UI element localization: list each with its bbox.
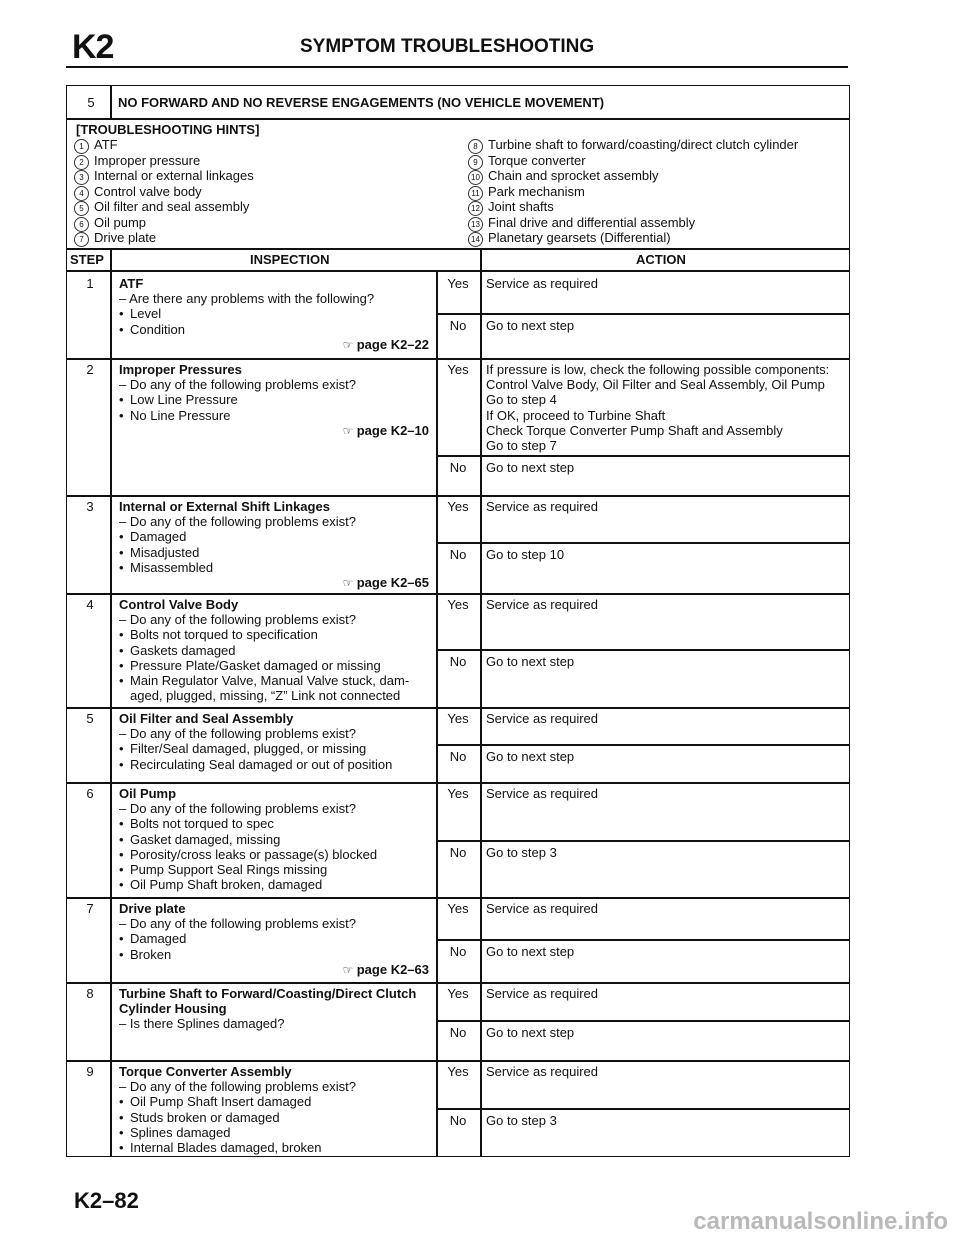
inspection-bullet: • Misassembled (119, 560, 435, 575)
yes-action (486, 597, 598, 612)
step-number: 1 (86, 276, 94, 291)
hint-item-right (468, 184, 585, 201)
action-line: Service as required (486, 901, 598, 916)
action-line: Service as required (486, 711, 598, 726)
hint-item-left (74, 153, 200, 170)
inspection-bullet: • Studs broken or damaged (119, 1110, 435, 1125)
inspection-bullet: • Level (119, 306, 435, 321)
action-line: Go to step 4 (486, 392, 557, 408)
inspection-cell (119, 986, 435, 1032)
inspection-bullet: • Damaged (119, 931, 435, 946)
action-line: Go to next step (486, 318, 575, 333)
yes-action (486, 986, 598, 1001)
hint-item-right (468, 230, 671, 247)
yes-action (486, 362, 829, 453)
no-label: No (449, 654, 467, 669)
yes-label: Yes (447, 499, 469, 514)
action-line: Go to next step (486, 749, 575, 764)
hint-text: ATF (94, 137, 118, 152)
no-action (486, 1113, 557, 1128)
page-reference-text: page K2–22 (356, 336, 429, 352)
action-line: If OK, proceed to Turbine Shaft (486, 407, 666, 423)
circled-number: 10 (468, 170, 483, 185)
action-line: Go to step 3 (486, 1113, 557, 1128)
inspection-bullet: • Oil Pump Shaft broken, damaged (119, 877, 435, 892)
action-line: Go to step 3 (486, 845, 557, 860)
hint-text: Park mechanism (488, 183, 585, 199)
yes-label: Yes (447, 986, 469, 1001)
inspection-cell (119, 786, 435, 892)
page-reference (119, 575, 435, 591)
pointing-hand-icon: ☞ (342, 337, 357, 352)
inspection-title: Improper Pressures (119, 362, 242, 377)
table-top-rule (66, 248, 850, 250)
no-label: No (449, 460, 467, 475)
inspection-bullets (119, 306, 435, 336)
no-label: No (449, 944, 467, 959)
inspection-title: Control Valve Body (119, 597, 239, 612)
no-label: No (449, 318, 467, 333)
yes-no-divider (436, 542, 850, 544)
watermark: carmanualsonline.info (693, 1208, 948, 1235)
yes-action (486, 901, 598, 916)
yes-action (486, 499, 598, 514)
inspection-cell (119, 362, 435, 439)
section-title: NO FORWARD AND NO REVERSE ENGAGEMENTS (NO VEHICLE MOVEMENT) (118, 95, 605, 110)
page-reference (119, 423, 435, 439)
yes-action (486, 276, 598, 291)
inspection-question: – Is there Splines damaged? (119, 1016, 285, 1032)
inspection-question: – Are there any problems with the following? (119, 291, 375, 307)
circled-number: 12 (468, 201, 483, 216)
page-reference (119, 337, 435, 353)
yes-no-divider (436, 939, 850, 941)
no-action (486, 318, 574, 333)
action-line: Go to step 7 (486, 438, 557, 454)
no-action (486, 460, 574, 475)
pointing-hand-icon: ☞ (342, 962, 357, 977)
page-reference (119, 962, 435, 978)
step-number: 9 (86, 1064, 94, 1079)
header-inspection: INSPECTION (250, 252, 330, 267)
inspection-cell (119, 499, 435, 591)
hints-title: [TROUBLESHOOTING HINTS] (76, 122, 260, 137)
hint-text: Oil filter and seal assembly (94, 199, 250, 214)
yes-action (486, 711, 598, 726)
inspection-bullets (119, 627, 435, 688)
hint-text: Control valve body (94, 183, 202, 199)
circled-number: 14 (468, 232, 483, 247)
no-label: No (449, 845, 467, 860)
hint-text: Final drive and differential assembly (488, 214, 696, 230)
hint-item-left (74, 199, 249, 216)
step-number: 6 (86, 786, 94, 801)
no-label: No (449, 1025, 467, 1040)
no-label: No (449, 749, 467, 764)
section-number: 5 (87, 95, 95, 110)
col-line-yesno (480, 270, 482, 1157)
section-num-divider (110, 85, 112, 118)
inspection-bullet: • Bolts not torqued to specification (119, 627, 435, 642)
no-action (486, 845, 557, 860)
page-reference-text: page K2–65 (356, 575, 429, 591)
row-divider (66, 593, 850, 595)
yes-label: Yes (447, 362, 469, 377)
inspection-bullets (119, 931, 435, 961)
inspection-bullet: • Condition (119, 322, 435, 337)
hint-item-right (468, 153, 586, 170)
circled-number: 2 (74, 155, 89, 170)
action-line: If pressure is low, check the following possible components: (486, 362, 830, 377)
pointing-hand-icon: ☞ (342, 423, 357, 438)
row-divider (66, 897, 850, 899)
inspection-bullet: • Internal Blades damaged, broken (119, 1140, 435, 1155)
inspection-bullet: • Low Line Pressure (119, 392, 435, 407)
action-line: Service as required (486, 499, 598, 514)
no-action (486, 547, 564, 562)
inspection-bullet: • Gasket damaged, missing (119, 832, 435, 847)
page-title: SYMPTOM TROUBLESHOOTING (300, 36, 595, 57)
step-number: 5 (86, 711, 94, 726)
inspection-question: – Do any of the following problems exist? (119, 612, 357, 628)
inspection-question: – Do any of the following problems exist? (119, 726, 357, 742)
circled-number: 13 (468, 217, 483, 232)
inspection-bullet: • Pump Support Seal Rings missing (119, 862, 435, 877)
circled-number: 8 (468, 139, 483, 154)
action-line: Service as required (486, 986, 598, 1001)
action-line: Go to next step (486, 944, 575, 959)
step-number: 2 (86, 362, 94, 377)
inspection-bullet-cont: aged, plugged, missing, “Z” Link not connected (130, 688, 401, 704)
action-line: Go to next step (486, 654, 575, 669)
yes-label: Yes (447, 786, 469, 801)
circled-number: 11 (468, 186, 483, 201)
inspection-bullet: • No Line Pressure (119, 408, 435, 423)
inspection-cell (119, 597, 435, 703)
hint-item-right (468, 168, 659, 185)
action-line: Control Valve Body, Oil Filter and Seal Assembly, Oil Pump (486, 377, 825, 393)
page-reference-text: page K2–63 (356, 961, 429, 977)
inspection-cell (119, 276, 435, 353)
inspection-bullets (119, 529, 435, 575)
no-label: No (449, 1113, 467, 1128)
inspection-title: Drive plate (119, 901, 186, 916)
circled-number: 4 (74, 186, 89, 201)
no-label: No (449, 547, 467, 562)
hint-text: Chain and sprocket assembly (488, 168, 659, 183)
row-divider (66, 982, 850, 984)
hint-item-right (468, 199, 554, 216)
step-number: 3 (86, 499, 94, 514)
inspection-title: Torque Converter Assembly (119, 1064, 292, 1079)
yes-label: Yes (447, 901, 469, 916)
inspection-bullet: • Bolts not torqued to spec (119, 816, 435, 831)
yes-label: Yes (447, 276, 469, 291)
action-line: Go to next step (486, 460, 575, 475)
inspection-title: Turbine Shaft to Forward/Coasting/Direct Clutch (119, 986, 417, 1001)
hint-text: Internal or external linkages (94, 168, 254, 183)
inspection-title: Oil Filter and Seal Assembly (119, 711, 294, 726)
circled-number: 6 (74, 217, 89, 232)
header-rule (66, 66, 848, 68)
hint-text: Torque converter (488, 152, 586, 168)
inspection-bullet: • Filter/Seal damaged, plugged, or missing (119, 741, 435, 756)
yes-action (486, 786, 598, 801)
action-line: Check Torque Converter Pump Shaft and Assembly (486, 422, 783, 438)
hint-item-left (74, 215, 146, 232)
table-header-rule (66, 270, 850, 272)
inspection-bullet: • Splines damaged (119, 1125, 435, 1140)
inspection-bullet: • Main Regulator Valve, Manual Valve stuck, dam- (119, 673, 435, 688)
hint-text: Improper pressure (94, 152, 201, 168)
inspection-title: Internal or External Shift Linkages (119, 499, 330, 514)
hint-item-left (74, 137, 118, 154)
hint-text: Drive plate (94, 230, 157, 245)
hint-item-left (74, 184, 202, 201)
section-title-rule (66, 118, 850, 120)
header-step: STEP (70, 252, 104, 267)
action-line: Go to step 10 (486, 547, 565, 562)
step-number: 8 (86, 986, 94, 1001)
inspection-question: – Do any of the following problems exist? (119, 916, 357, 932)
inspection-bullet: • Gaskets damaged (119, 643, 435, 658)
chapter-code: K2 (72, 28, 114, 66)
yes-no-divider (436, 455, 850, 457)
inspection-bullets (119, 741, 435, 771)
inspection-bullet: • Oil Pump Shaft Insert damaged (119, 1094, 435, 1109)
yes-no-divider (436, 744, 850, 746)
circled-number: 7 (74, 232, 89, 247)
action-line: Service as required (486, 597, 598, 612)
no-action (486, 654, 574, 669)
circled-number: 3 (74, 170, 89, 185)
yes-action (486, 1064, 598, 1079)
inspection-bullet: • Broken (119, 947, 435, 962)
action-line: Go to next step (486, 1025, 575, 1040)
inspection-question: – Do any of the following problems exist? (119, 514, 357, 530)
inspection-question: – Do any of the following problems exist? (119, 1079, 357, 1095)
no-action (486, 749, 574, 764)
yes-no-divider (436, 840, 850, 842)
inspection-bullet: • Damaged (119, 529, 435, 544)
row-divider (66, 782, 850, 784)
yes-no-divider (436, 1020, 850, 1022)
circled-number: 9 (468, 155, 483, 170)
inspection-bullet: • Misadjusted (119, 545, 435, 560)
page-number: K2–82 (74, 1188, 139, 1213)
action-line: Service as required (486, 786, 598, 801)
col-line-header-mid (480, 248, 482, 270)
hint-text: Joint shafts (488, 199, 554, 214)
action-line: Service as required (486, 276, 598, 291)
circled-number: 5 (74, 201, 89, 216)
inspection-cell (119, 901, 435, 978)
step-number: 4 (86, 597, 94, 612)
inspection-title-cont: Cylinder Housing (119, 1001, 227, 1017)
yes-label: Yes (447, 1064, 469, 1079)
hint-item-right (468, 137, 798, 154)
hint-text: Planetary gearsets (Differential) (488, 230, 671, 245)
inspection-title: Oil Pump (119, 786, 177, 801)
header-action: ACTION (636, 252, 686, 267)
inspection-bullets (119, 816, 435, 892)
inspection-bullet: • Recirculating Seal damaged or out of position (119, 757, 435, 772)
row-divider (66, 1060, 850, 1062)
hint-item-left (74, 168, 254, 185)
pointing-hand-icon: ☞ (342, 576, 357, 591)
inspection-bullets (119, 1094, 435, 1155)
page-reference-text: page K2–10 (356, 422, 429, 438)
inspection-question: – Do any of the following problems exist? (119, 377, 357, 393)
no-action (486, 944, 574, 959)
step-number: 7 (86, 901, 94, 916)
circled-number: 1 (74, 139, 89, 154)
yes-label: Yes (447, 597, 469, 612)
inspection-bullet: • Porosity/cross leaks or passage(s) blocked (119, 847, 435, 862)
row-divider (66, 358, 850, 360)
yes-no-divider (436, 649, 850, 651)
hint-text: Turbine shaft to forward/coasting/direct clutch cylinder (488, 137, 799, 152)
col-line-step (110, 248, 112, 1157)
action-line: Service as required (486, 1064, 598, 1079)
inspection-title: ATF (119, 276, 144, 291)
inspection-bullets (119, 392, 435, 422)
row-divider (66, 707, 850, 709)
inspection-bullet: • Pressure Plate/Gasket damaged or missing (119, 658, 435, 673)
yes-label: Yes (447, 711, 469, 726)
inspection-cell (119, 711, 435, 772)
hint-item-left (74, 230, 156, 247)
inspection-question: – Do any of the following problems exist? (119, 801, 357, 817)
hint-item-right (468, 215, 695, 232)
yes-no-divider (436, 1108, 850, 1110)
row-divider (66, 495, 850, 497)
hint-text: Oil pump (94, 214, 147, 230)
yes-no-divider (436, 313, 850, 315)
inspection-cell (119, 1064, 435, 1155)
no-action (486, 1025, 574, 1040)
